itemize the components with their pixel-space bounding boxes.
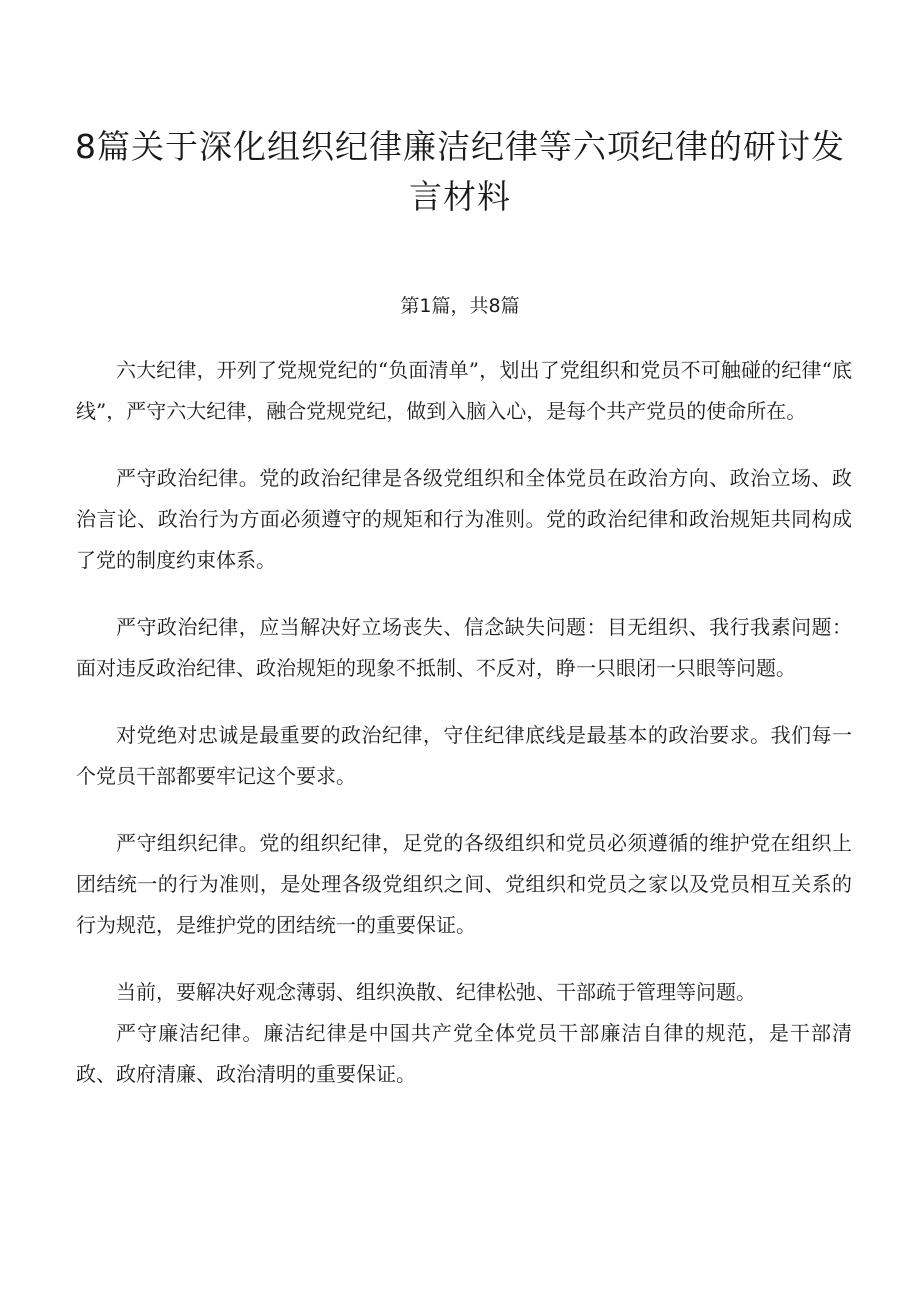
document-subtitle: 第1篇，共8篇 xyxy=(400,295,520,317)
document-title: 8篇关于深化组织纪律廉洁纪律等六项纪律的研讨发言材料 xyxy=(75,127,845,216)
paragraph: 严守政治纪律。党的政治纪律是各级党组织和全体党员在政治方向、政治立场、政治言论、政治行为方面必须遵守的规矩和行为准则。党的政治纪律和政治规矩共同构成了党的制度约束体系。 xyxy=(76,466,852,572)
document-body xyxy=(76,350,852,1095)
paragraph: 六大纪律，开列了党规党纪的“负面清单”，划出了党组织和党员不可触碰的纪律“底线”，严守六大纪律，融合党规党纪，做到入脑入心，是每个共产党员的使命所在。 xyxy=(76,358,852,423)
paragraph: 严守组织纪律。党的组织纪律，足党的各级组织和党员必须遵循的维护党在组织上团结统一的行为准则，是处理各级党组织之间、党组织和党员之家以及党员相互关系的行为规范，是维护党的团结统一的重要保证。 xyxy=(76,831,852,937)
paragraph: 当前，要解决好观念薄弱、组织涣散、纪律松弛、干部疏于管理等问题。 xyxy=(116,980,756,1004)
paragraph: 严守廉洁纪律。廉洁纪律是中国共产党全体党员干部廉洁自律的规范，是干部清政、政府清廉、政治清明的重要保证。 xyxy=(76,1021,852,1086)
paragraph: 对党绝对忠诚是最重要的政治纪律，守住纪律底线是最基本的政治要求。我们每一个党员干部都要牢记这个要求。 xyxy=(76,723,852,788)
paragraph: 严守政治纪律，应当解决好立场丧失、信念缺失问题：目无组织、我行我素问题：面对违反政治纪律、政治规矩的现象不抵制、不反对，睁一只眼闭一只眼等问题。 xyxy=(76,615,852,680)
